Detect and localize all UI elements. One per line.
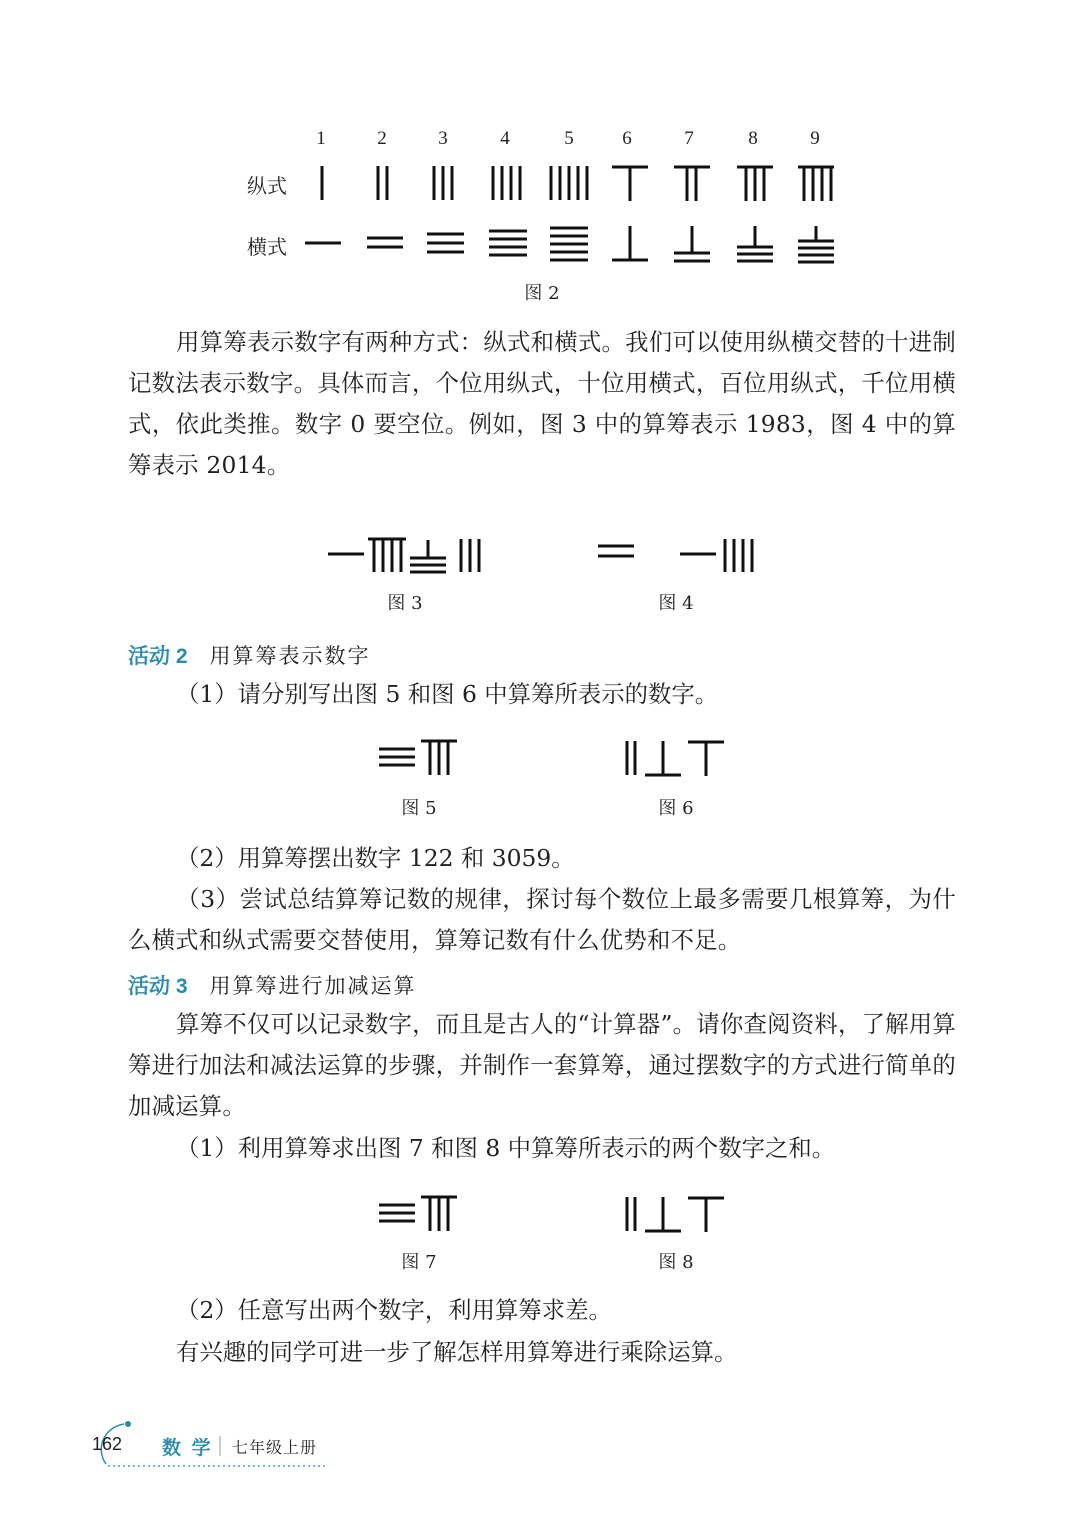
- rod-vertical-4: [493, 166, 520, 200]
- digit-label-4: 4: [500, 128, 510, 149]
- figure-2-caption: 图 2: [524, 283, 560, 304]
- page-footer: [92, 1420, 332, 1472]
- vertical-form-label: 纵式: [247, 174, 287, 198]
- rod-horizontal-4: [489, 231, 527, 255]
- activity-3-heading: [128, 970, 417, 1000]
- figure-5-6-rods: [0, 730, 1080, 790]
- rod-horizontal-2: [367, 238, 403, 247]
- book-volume: 七年级上册: [232, 1438, 318, 1457]
- digit-label-6: 6: [622, 128, 632, 149]
- figure-5-rods: [379, 741, 457, 775]
- digit-label-8: 8: [748, 128, 758, 149]
- figure-6-caption: 图 6: [658, 798, 694, 819]
- rod-horizontal-9: [798, 226, 834, 262]
- figure-7-caption: 图 7: [401, 1252, 437, 1273]
- activity-3-intro: 算筹不仅可以记录数字，而且是古人的“计算器”。请你查阅资料，了解用算筹进行加法和减法运算的步骤，并制作一套算筹，通过摆数字的方式进行简单的加减运算。: [128, 1010, 956, 1120]
- digit-label-5: 5: [564, 128, 574, 149]
- figure-4-caption: 图 4: [658, 593, 694, 614]
- figure-4-rods: [598, 539, 752, 572]
- rod-vertical-8: [737, 167, 773, 201]
- digit-label-7: 7: [684, 128, 694, 149]
- activity-3-question-2: （2）任意写出两个数字，利用算筹求差。: [176, 1296, 612, 1324]
- rod-horizontal-6: [612, 226, 648, 260]
- rod-vertical-2: [378, 166, 387, 200]
- activity-3-label: 活动 3: [128, 975, 188, 998]
- subject-name: 数 学: [162, 1437, 213, 1459]
- figure-5-caption: 图 5: [401, 798, 437, 819]
- figure-7-rods: [379, 1197, 457, 1231]
- horizontal-form-label: 横式: [247, 235, 287, 259]
- digit-label-9: 9: [810, 128, 820, 149]
- activity-2-title: 用算筹表示数字: [209, 644, 371, 668]
- page-number: 162: [92, 1434, 123, 1454]
- digit-label-2: 2: [377, 128, 387, 149]
- rod-horizontal-3: [427, 234, 464, 252]
- digit-label-3: 3: [438, 128, 448, 149]
- activity-2-heading: [128, 640, 371, 670]
- rod-vertical-5: [551, 166, 587, 200]
- rod-vertical-7: [674, 167, 710, 201]
- activity-2-question-3: （3）尝试总结算筹记数的规律，探讨每个数位上最多需要几根算筹，为什么横式和纵式需要交替使用，算筹记数有什么优势和不足。: [128, 885, 956, 954]
- figure-3-rods: [328, 539, 479, 572]
- digit-label-1: 1: [316, 128, 326, 149]
- vertical-rods-row: [0, 0, 1080, 280]
- activity-3-note: 有兴趣的同学可进一步了解怎样用算筹进行乘除运算。: [176, 1338, 738, 1366]
- figure-3-4-rods: [0, 520, 1080, 590]
- figure-7-8-rods: [0, 1183, 1080, 1243]
- rod-vertical-6: [612, 167, 648, 201]
- rod-vertical-3: [434, 166, 452, 200]
- intro-paragraph: 用算筹表示数字有两种方式：纵式和横式。我们可以使用纵横交替的十进制记数法表示数字。具体而言，个位用纵式，十位用横式，百位用纵式，千位用横式，依此类推。数字 0 要空位。例如，图 3 中的算筹表示 1983，图 4 中的算筹表示 2014。: [128, 328, 956, 479]
- rod-horizontal-8: [737, 226, 773, 261]
- figure-6-rods: [627, 741, 724, 776]
- figure-3-caption: 图 3: [387, 593, 423, 614]
- activity-3-question-1: （1）利用算筹求出图 7 和图 8 中算筹所表示的两个数字之和。: [176, 1134, 836, 1162]
- figure-8-caption: 图 8: [658, 1252, 694, 1273]
- activity-2-label: 活动 2: [128, 645, 188, 668]
- activity-2-question-2: （2）用算筹摆出数字 122 和 3059。: [176, 844, 575, 872]
- rod-horizontal-5: [550, 228, 588, 260]
- rod-vertical-9: [798, 167, 834, 201]
- activity-2-question-1: （1）请分别写出图 5 和图 6 中算筹所表示的数字。: [176, 680, 719, 708]
- rod-horizontal-7: [674, 226, 710, 261]
- activity-3-title: 用算筹进行加减运算: [209, 974, 417, 998]
- figure-8-rods: [627, 1197, 724, 1232]
